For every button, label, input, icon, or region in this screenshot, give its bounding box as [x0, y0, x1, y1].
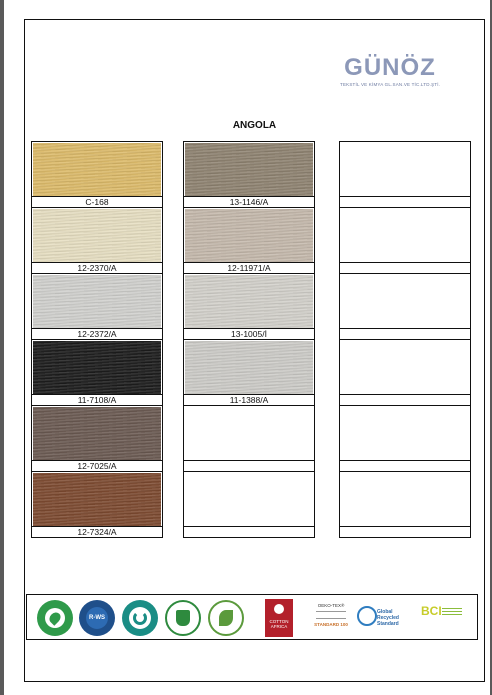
- swatch-code-label: 12-11971/A: [184, 262, 314, 273]
- yarn-swatch-image: [33, 143, 161, 197]
- empty-swatch-cell: [339, 471, 471, 538]
- logo-name: GÜNÖZ: [344, 54, 436, 81]
- company-logo: [340, 56, 440, 87]
- organic-100-logo: [37, 600, 73, 636]
- swatch-code-label: [184, 460, 314, 471]
- grs-text: Global Recycled Standard: [377, 609, 399, 627]
- oeko-tex-line1: OEKO-TEX®: [317, 603, 345, 608]
- yarn-swatch-image: [185, 209, 313, 263]
- gots-logo: [165, 600, 201, 636]
- swatch-cell: [31, 339, 163, 406]
- empty-swatch: [341, 473, 469, 527]
- swatch-code-label: 12-7025/A: [32, 460, 162, 471]
- document-page: [4, 0, 490, 695]
- swatch-cell: [31, 207, 163, 274]
- swatch-code-label: [340, 328, 470, 339]
- swatch-code-label: [340, 196, 470, 207]
- yarn-swatch-image: [33, 407, 161, 461]
- swatch-cell: [183, 339, 315, 406]
- swatch-code-label: 12-2372/A: [32, 328, 162, 339]
- yarn-swatch-image: [33, 209, 161, 263]
- cotton-africa-line1: COTTON: [269, 619, 289, 624]
- swatch-code-label: [184, 526, 314, 537]
- swatch-code-label: 13-1146/A: [184, 196, 314, 207]
- empty-swatch: [341, 341, 469, 395]
- empty-swatch-cell: [183, 405, 315, 472]
- yarn-swatch-image: [33, 341, 161, 395]
- bci-text: BCI: [421, 604, 442, 618]
- cotton-made-in-africa-logo: [265, 599, 293, 637]
- swatch-cell: [183, 273, 315, 340]
- empty-swatch: [185, 473, 313, 527]
- swatch-code-label: [340, 460, 470, 471]
- oeko-tex-logo: [311, 603, 351, 633]
- bci-logo: [421, 603, 465, 631]
- cotton-africa-line2: AFRICA: [270, 624, 288, 629]
- organic-blended-logo: [208, 600, 244, 636]
- empty-swatch: [341, 209, 469, 263]
- swatch-cell: [31, 141, 163, 208]
- swatch-code-label: 11-7108/A: [32, 394, 162, 405]
- swatch-code-label: C-168: [32, 196, 162, 207]
- empty-swatch-cell: [339, 207, 471, 274]
- swatch-cell: [183, 141, 315, 208]
- rws-text: R-WS: [86, 607, 108, 629]
- oeko-tex-line2: STANDARD 100: [314, 622, 348, 627]
- yarn-swatch-image: [185, 341, 313, 395]
- recycled-blended-logo: [122, 600, 158, 636]
- swatch-code-label: 11-1388/A: [184, 394, 314, 405]
- page-title: ANGOLA: [232, 120, 277, 131]
- empty-swatch: [341, 275, 469, 329]
- yarn-swatch-image: [33, 473, 161, 527]
- yarn-swatch-image: [185, 143, 313, 197]
- empty-swatch: [185, 407, 313, 461]
- swatch-code-label: [340, 262, 470, 273]
- yarn-swatch-image: [185, 275, 313, 329]
- certification-strip: [26, 594, 478, 640]
- swatch-code-label: 12-2370/A: [32, 262, 162, 273]
- empty-swatch: [341, 407, 469, 461]
- swatch-code-label: [340, 394, 470, 405]
- swatch-cell: [31, 471, 163, 538]
- swatch-cell: [31, 405, 163, 472]
- empty-swatch-cell: [339, 141, 471, 208]
- swatch-code-label: 13-1005/İ: [184, 328, 314, 339]
- rws-logo: [79, 600, 115, 636]
- swatch-cell: [31, 273, 163, 340]
- swatch-code-label: 12-7324/A: [32, 526, 162, 537]
- empty-swatch-cell: [339, 405, 471, 472]
- swatch-code-label: [340, 526, 470, 537]
- empty-swatch-cell: [339, 339, 471, 406]
- global-recycled-standard-logo: [357, 604, 409, 632]
- swatch-cell: [183, 207, 315, 274]
- yarn-swatch-image: [33, 275, 161, 329]
- empty-swatch-cell: [183, 471, 315, 538]
- empty-swatch: [341, 143, 469, 197]
- empty-swatch-cell: [339, 273, 471, 340]
- logo-subtitle: TEKSTİL VE KİMYA GL.SAN.VE TİC.LTD.ŞTİ.: [340, 82, 441, 87]
